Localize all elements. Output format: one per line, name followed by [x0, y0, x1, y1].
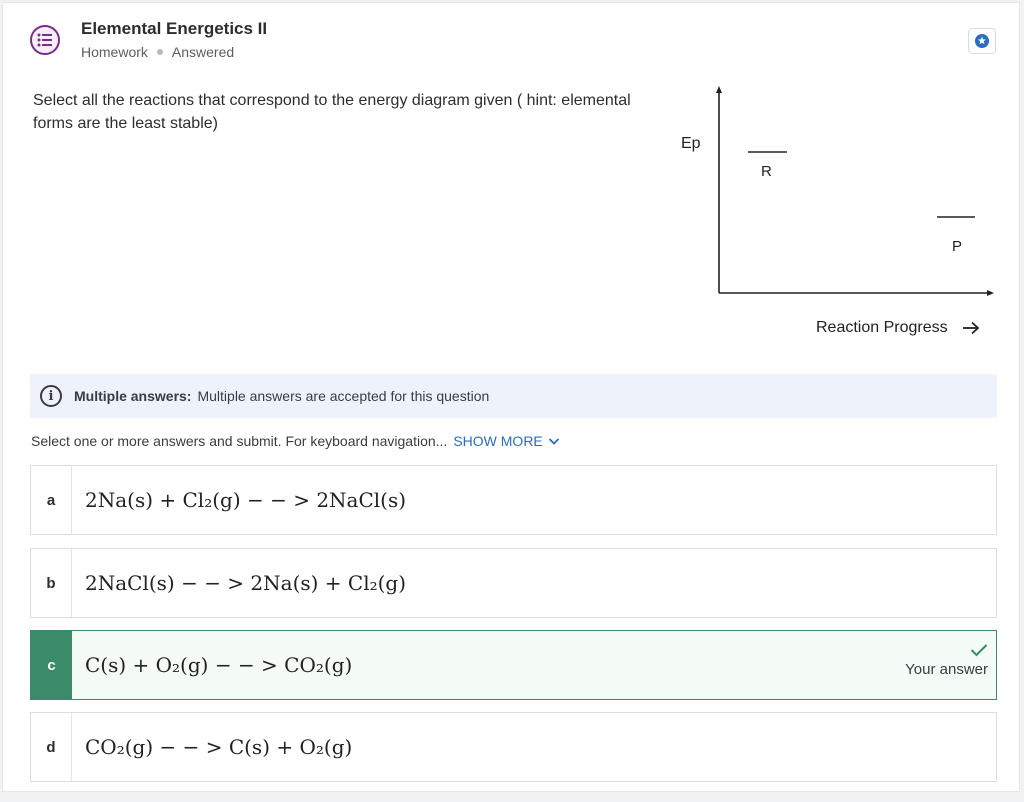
- option-text: 2Na(s) + Cl₂(g) − − > 2NaCl(s): [85, 488, 407, 512]
- assignment-meta: [81, 44, 234, 60]
- show-more-link[interactable]: SHOW MORE: [453, 433, 559, 449]
- answer-option-a[interactable]: [30, 465, 997, 535]
- option-text: C(s) + O₂(g) − − > CO₂(g): [85, 653, 353, 677]
- option-text: 2NaCl(s) − − > 2Na(s) + Cl₂(g): [85, 571, 407, 595]
- answer-option-b[interactable]: [30, 548, 997, 618]
- your-answer-label: Your answer: [905, 661, 988, 678]
- notice-text: Multiple answers are accepted for this question: [197, 388, 490, 404]
- y-axis-label: Ep: [681, 135, 701, 152]
- assignment-status: Answered: [171, 44, 235, 60]
- your-answer-indicator: [905, 643, 988, 678]
- answer-option-d[interactable]: [30, 712, 997, 782]
- info-icon: i: [40, 385, 62, 407]
- assignment-list-icon: [30, 25, 60, 55]
- option-letter: d: [31, 713, 72, 781]
- separator-dot: [157, 49, 163, 55]
- answer-option-c[interactable]: [30, 630, 997, 700]
- question-text: Select all the reactions that correspond to the energy diagram given ( hint: elemental forms are the least stable): [33, 92, 631, 132]
- arrow-right-icon: [962, 321, 980, 335]
- option-letter: b: [31, 549, 72, 617]
- instructions: [31, 433, 560, 449]
- checkmark-icon: [970, 643, 988, 657]
- bookmark-button[interactable]: [968, 28, 996, 54]
- option-text: CO₂(g) − − > C(s) + O₂(g): [85, 735, 353, 759]
- energy-diagram-axes: [663, 81, 1003, 311]
- chevron-down-icon: [548, 436, 560, 446]
- assignment-title: Elemental Energetics II: [81, 19, 268, 38]
- assignment-type: Homework: [81, 44, 148, 60]
- option-letter: a: [31, 466, 72, 534]
- star-icon: [975, 34, 989, 48]
- notice-heading: Multiple answers:: [74, 388, 192, 404]
- option-letter: c: [31, 631, 72, 699]
- question-card: [2, 2, 1020, 792]
- multiple-answers-notice: [30, 374, 997, 418]
- x-axis-label: Reaction Progress: [816, 319, 980, 337]
- reactant-label: R: [761, 163, 772, 180]
- product-label: P: [952, 238, 963, 255]
- instructions-text: Select one or more answers and submit. For keyboard navigation...: [31, 433, 448, 449]
